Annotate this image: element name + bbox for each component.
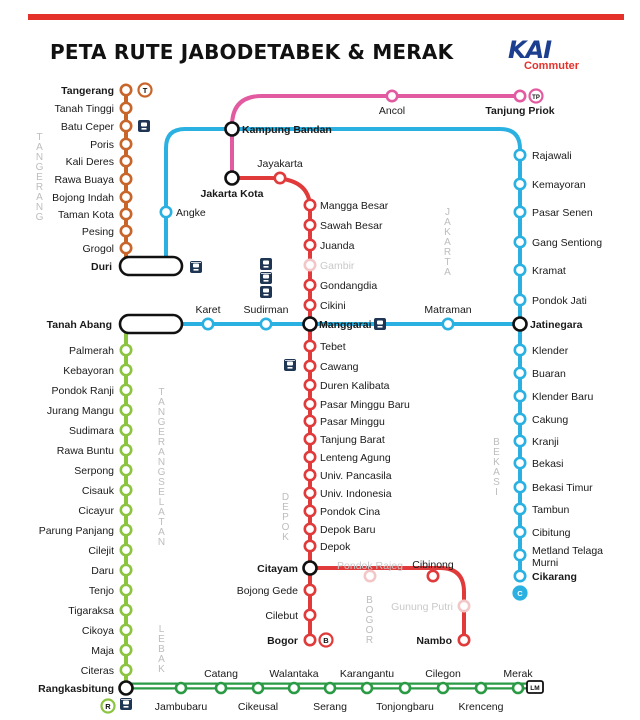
area-label-letter: K	[158, 664, 166, 675]
station-pondok_ranji-marker	[121, 385, 131, 395]
hub-kampung-bandan	[226, 123, 239, 136]
station-label-cibitung: Cibitung	[532, 527, 571, 539]
station-label-cikeusal: Cikeusal	[237, 701, 279, 713]
station-pondok_jati-marker	[515, 295, 525, 305]
station-bekasi_timur-marker	[515, 482, 525, 492]
station-label-metland_2: Murni	[532, 557, 559, 569]
train-icon	[260, 286, 272, 298]
station-label-cawang: Cawang	[320, 361, 359, 373]
area-label-letter: T	[444, 257, 452, 268]
station-matraman-marker	[443, 319, 453, 329]
station-pasar_minggu_baru-marker	[305, 399, 315, 409]
area-label-letter: N	[35, 152, 45, 163]
station-label-matraman: Matraman	[424, 304, 472, 316]
station-grogol-marker	[121, 243, 131, 253]
station-lenteng_agung-marker	[305, 452, 315, 462]
station-label-krenceng: Krenceng	[458, 701, 504, 713]
station-label-pondok_rajeg: Pondok Rajeg	[337, 560, 403, 572]
station-sudimara-marker	[121, 425, 131, 435]
area-label-letter: K	[282, 532, 290, 543]
station-jambubaru-marker	[176, 683, 186, 693]
area-label-jakarta	[444, 207, 452, 278]
station-label-tanjung_priok: Tanjung Priok	[485, 105, 555, 117]
station-label-cikoya: Cikoya	[81, 625, 114, 637]
station-label-daru: Daru	[91, 565, 114, 577]
station-jayakarta-marker	[275, 173, 285, 183]
station-label-karet: Karet	[195, 304, 221, 316]
station-label-rawa_buntu: Rawa Buntu	[56, 445, 114, 457]
station-label-manggarai: Manggarai	[319, 319, 372, 331]
area-label-letter: A	[158, 397, 166, 408]
station-rawa_buaya-marker	[121, 174, 131, 184]
area-label-letter: D	[281, 492, 291, 503]
station-label-tanjung_barat: Tanjung Barat	[320, 434, 385, 446]
station-label-merak: Merak	[503, 668, 533, 680]
station-mangga_besar-marker	[305, 200, 315, 210]
area-label-letter: E	[282, 502, 290, 513]
station-parung_panjang-marker	[121, 525, 131, 535]
area-label-letter: S	[158, 477, 166, 488]
area-label-letter: E	[493, 447, 501, 458]
area-label-letter: N	[157, 537, 167, 548]
area-label-depok	[282, 492, 291, 543]
station-label-bekasi: Bekasi	[532, 458, 564, 470]
station-bogor-marker	[305, 635, 315, 645]
area-label-letter: O	[365, 605, 375, 616]
station-label-ancol: Ancol	[378, 105, 406, 117]
station-label-parung_panjang: Parung Panjang	[38, 525, 114, 537]
station-duren_kalibata-marker	[305, 380, 315, 390]
station-label-mangga_besar: Mangga Besar	[320, 200, 389, 212]
area-label-letter: A	[493, 467, 501, 478]
hub-jatinegara	[514, 318, 527, 331]
station-label-univ_indonesia: Univ. Indonesia	[320, 488, 392, 500]
station-karangantu-marker	[362, 683, 372, 693]
area-label-letter: A	[36, 192, 44, 203]
station-label-kramat: Kramat	[532, 265, 566, 277]
station-pasar_minggu-marker	[305, 416, 315, 426]
area-label-letter: B	[158, 644, 166, 655]
station-label-bojong_gede: Bojong Gede	[236, 585, 298, 597]
station-label-buaran: Buaran	[532, 368, 566, 380]
station-label-pasar_senen: Pasar Senen	[532, 207, 593, 219]
station-label-pondok_ranji: Pondok Ranji	[51, 385, 114, 397]
station-label-gambir: Gambir	[320, 260, 355, 272]
station-tigaraksa-marker	[121, 605, 131, 615]
station-poris-marker	[121, 139, 131, 149]
page-title: PETA RUTE JABODETABEK & MERAK	[50, 40, 454, 64]
area-label-lebak	[158, 624, 166, 675]
station-label-duren_kalibata: Duren Kalibata	[320, 380, 390, 392]
area-label-letter: B	[366, 595, 374, 606]
train-icon	[260, 258, 272, 270]
station-label-metland_1: Metland Telaga	[532, 545, 604, 557]
station-angke-marker	[161, 207, 171, 217]
hub-rangkasbitung	[120, 682, 133, 695]
station-label-serang: Serang	[313, 701, 347, 713]
station-karet-marker	[203, 319, 213, 329]
station-label-rangkasbitung: Rangkasbitung	[38, 683, 114, 695]
logo-main-text: KAI	[508, 36, 552, 64]
area-label-letter: A	[444, 267, 452, 278]
station-pasar_senen-marker	[515, 207, 525, 217]
station-cibinong-marker	[428, 571, 438, 581]
area-label-letter: A	[444, 217, 452, 228]
station-cawang-marker	[305, 361, 315, 371]
train-icon	[374, 318, 386, 330]
station-label-cilegon: Cilegon	[425, 668, 461, 680]
station-label-bogor: Bogor	[267, 635, 298, 647]
station-label-maja: Maja	[91, 645, 114, 657]
station-cilegon-marker	[438, 683, 448, 693]
area-label-letter: O	[365, 625, 375, 636]
station-label-pondok_jati: Pondok Jati	[532, 295, 587, 307]
area-label-letter: A	[158, 507, 166, 518]
station-sawah_besar-marker	[305, 220, 315, 230]
station-kemayoran-marker	[515, 179, 525, 189]
station-label-depok: Depok	[320, 541, 351, 553]
station-depok-marker	[305, 541, 315, 551]
line-badge-text-merak: LM	[530, 685, 540, 692]
station-label-juanda: Juanda	[320, 240, 355, 252]
station-label-cisauk: Cisauk	[81, 485, 114, 497]
station-label-batu_ceper: Batu Ceper	[60, 121, 114, 133]
station-label-lenteng_agung: Lenteng Agung	[320, 452, 391, 464]
station-label-cikini: Cikini	[320, 300, 346, 312]
station-catang-marker	[216, 683, 226, 693]
station-tanah_tinggi-marker	[121, 103, 131, 113]
station-nambo-marker	[459, 635, 469, 645]
station-label-tenjo: Tenjo	[88, 585, 114, 597]
station-juanda-marker	[305, 240, 315, 250]
station-tenjo-marker	[121, 585, 131, 595]
area-label-letter: T	[158, 387, 166, 398]
area-label-letter: E	[158, 634, 166, 645]
station-label-rajawali: Rajawali	[532, 150, 572, 162]
station-label-pasar_minggu_baru: Pasar Minggu Baru	[320, 399, 410, 411]
station-walantaka-marker	[289, 683, 299, 693]
station-label-tonjongbaru: Tonjongbaru	[376, 701, 434, 713]
station-cilebut-marker	[305, 610, 315, 620]
station-label-karangantu: Karangantu	[339, 668, 395, 680]
station-merak-marker	[513, 683, 523, 693]
station-label-cibinong: Cibinong	[412, 559, 454, 571]
hub-duri	[120, 257, 182, 275]
station-label-jatinegara: Jatinegara	[530, 319, 583, 331]
station-klender_baru-marker	[515, 391, 525, 401]
station-label-jakarta_kota: Jakarta Kota	[200, 188, 264, 200]
area-label-letter: I	[495, 487, 499, 498]
station-cicayur-marker	[121, 505, 131, 515]
station-label-citeras: Citeras	[80, 665, 114, 677]
station-label-tambun: Tambun	[532, 504, 570, 516]
station-krenceng-marker	[476, 683, 486, 693]
station-label-tebet: Tebet	[320, 341, 346, 353]
station-cisauk-marker	[121, 485, 131, 495]
station-tanjung_priok-marker	[515, 91, 525, 101]
station-label-tanah_abang: Tanah Abang	[46, 319, 112, 331]
station-label-duri: Duri	[91, 261, 112, 273]
area-label-letter: A	[158, 527, 166, 538]
station-ancol-marker	[387, 91, 397, 101]
station-cikini-marker	[305, 300, 315, 310]
station-label-gang_sentiong: Gang Sentiong	[532, 237, 603, 249]
station-kramat-marker	[515, 265, 525, 275]
station-label-tangerang: Tangerang	[61, 85, 114, 97]
station-label-jambubaru: Jambubaru	[154, 701, 208, 713]
station-tangerang-marker	[121, 85, 131, 95]
area-label-letter: R	[157, 437, 167, 448]
bus-icon	[284, 359, 296, 371]
hub-manggarai	[304, 318, 317, 331]
area-label-letter: J	[445, 207, 451, 218]
area-label-letter: G	[157, 417, 167, 428]
station-label-pasar_minggu: Pasar Minggu	[320, 416, 385, 428]
station-label-serpong: Serpong	[74, 465, 114, 477]
station-kali_deres-marker	[121, 156, 131, 166]
area-label-letter: P	[282, 512, 290, 523]
line-badge-text-rangkasbitung: R	[105, 702, 111, 711]
area-label-letter: G	[157, 467, 167, 478]
line-badge-text-tanjung_priok: TP	[532, 95, 540, 101]
station-tanjung_barat-marker	[305, 434, 315, 444]
station-rawa_buntu-marker	[121, 445, 131, 455]
line-badge-text-tangerang: T	[142, 86, 148, 95]
area-label-letter: N	[35, 202, 45, 213]
station-bojong_gede-marker	[305, 585, 315, 595]
station-tebet-marker	[305, 341, 315, 351]
bus-icon	[120, 698, 132, 710]
station-metland-marker	[515, 550, 525, 560]
station-label-gondangdia: Gondangdia	[320, 280, 378, 292]
station-label-sawah_besar: Sawah Besar	[320, 220, 383, 232]
station-depok_baru-marker	[305, 524, 315, 534]
line-badge-text-bogor: B	[323, 636, 329, 645]
station-label-kampung_bandan: Kampung Bandan	[242, 124, 332, 136]
area-label-letter: A	[36, 142, 44, 153]
station-label-cilebut: Cilebut	[265, 610, 298, 622]
train-icon	[138, 120, 150, 132]
station-label-klender: Klender	[532, 345, 569, 357]
station-label-kali_deres: Kali Deres	[65, 156, 114, 168]
station-klender-marker	[515, 345, 525, 355]
area-label-letter: L	[158, 624, 166, 635]
station-serang-marker	[325, 683, 335, 693]
bus-icon	[260, 272, 272, 284]
area-label-letter: K	[493, 457, 501, 468]
area-label-letter: G	[365, 615, 375, 626]
station-buaran-marker	[515, 368, 525, 378]
hub-citayam	[304, 562, 317, 575]
station-gunung_putri-marker	[459, 601, 469, 611]
station-label-kemayoran: Kemayoran	[532, 179, 586, 191]
station-citeras-marker	[121, 665, 131, 675]
area-label-letter: S	[493, 477, 501, 488]
station-tonjongbaru-marker	[400, 683, 410, 693]
area-label-letter: E	[158, 487, 166, 498]
area-label-tangerang	[36, 132, 45, 223]
station-label-taman_kota: Taman Kota	[57, 209, 114, 221]
station-label-tanah_tinggi: Tanah Tinggi	[54, 103, 114, 115]
area-label-letter: R	[443, 247, 453, 258]
station-label-angke: Angke	[176, 207, 206, 219]
station-label-pesing: Pesing	[81, 226, 114, 238]
area-label-letter: K	[444, 227, 452, 238]
station-univ_pancasila-marker	[305, 470, 315, 480]
area-label-tangerang_selatan	[158, 387, 167, 548]
area-label-letter: E	[158, 427, 166, 438]
station-cikoya-marker	[121, 625, 131, 635]
station-bekasi-marker	[515, 458, 525, 468]
station-daru-marker	[121, 565, 131, 575]
station-maja-marker	[121, 645, 131, 655]
station-cilejit-marker	[121, 545, 131, 555]
station-bojong_indah-marker	[121, 192, 131, 202]
station-label-kranji: Kranji	[532, 436, 559, 448]
area-label-letter: G	[35, 212, 45, 223]
station-label-bekasi_timur: Bekasi Timur	[532, 482, 593, 494]
station-cikeusal-marker	[253, 683, 263, 693]
bus-icon	[190, 261, 202, 273]
station-label-tigaraksa: Tigaraksa	[68, 605, 114, 617]
area-label-letter: B	[493, 437, 501, 448]
station-tambun-marker	[515, 504, 525, 514]
station-label-palmerah: Palmerah	[69, 345, 114, 357]
station-rajawali-marker	[515, 150, 525, 160]
station-label-sudimara: Sudimara	[69, 425, 114, 437]
station-label-rawa_buaya: Rawa Buaya	[54, 174, 114, 186]
station-label-depok_baru: Depok Baru	[320, 524, 376, 536]
area-label-letter: R	[35, 182, 45, 193]
station-serpong-marker	[121, 465, 131, 475]
station-pondok_rajeg-marker	[365, 571, 375, 581]
area-label-bekasi	[493, 437, 501, 498]
area-label-letter: E	[36, 172, 44, 183]
station-pondok_cina-marker	[305, 506, 315, 516]
station-label-bojong_indah: Bojong Indah	[52, 192, 114, 204]
station-palmerah-marker	[121, 345, 131, 355]
station-label-cakung: Cakung	[532, 414, 569, 426]
station-sudirman-marker	[261, 319, 271, 329]
station-label-sudirman: Sudirman	[243, 304, 289, 316]
station-label-cilejit: Cilejit	[88, 545, 114, 557]
area-label-bogor	[366, 595, 375, 646]
station-gondangdia-marker	[305, 280, 315, 290]
station-gambir-marker	[305, 260, 315, 270]
area-label-letter: A	[158, 447, 166, 458]
station-label-grogol: Grogol	[82, 243, 114, 255]
station-label-cicayur: Cicayur	[78, 505, 114, 517]
station-cakung-marker	[515, 414, 525, 424]
station-label-citayam: Citayam	[257, 563, 298, 575]
station-label-jurang_mangu: Jurang Mangu	[46, 405, 114, 417]
station-jurang_mangu-marker	[121, 405, 131, 415]
station-cibitung-marker	[515, 527, 525, 537]
station-kebayoran-marker	[121, 365, 131, 375]
station-label-walantaka: Walantaka	[269, 668, 319, 680]
station-taman_kota-marker	[121, 209, 131, 219]
area-label-letter: G	[35, 162, 45, 173]
station-label-kebayoran: Kebayoran	[63, 365, 114, 377]
station-cikarang-marker	[515, 571, 525, 581]
area-label-letter: O	[281, 522, 291, 533]
area-label-letter: L	[158, 497, 166, 508]
area-label-letter: R	[365, 635, 375, 646]
station-batu_ceper-marker	[121, 121, 131, 131]
station-label-gunung_putri: Gunung Putri	[391, 601, 453, 613]
line-badge-text-cikarang: C	[517, 589, 523, 598]
area-label-letter: T	[36, 132, 44, 143]
area-label-letter: N	[157, 457, 167, 468]
station-kranji-marker	[515, 436, 525, 446]
station-label-catang: Catang	[204, 668, 238, 680]
station-gang_sentiong-marker	[515, 237, 525, 247]
station-label-klender_baru: Klender Baru	[532, 391, 594, 403]
area-label-letter: T	[158, 517, 166, 528]
station-label-pondok_cina: Pondok Cina	[320, 506, 381, 518]
station-label-jayakarta: Jayakarta	[257, 158, 303, 170]
logo-sub-text: Commuter	[524, 60, 580, 72]
station-label-poris: Poris	[90, 139, 114, 151]
station-label-univ_pancasila: Univ. Pancasila	[320, 470, 392, 482]
hub-jakarta-kota	[226, 172, 239, 185]
area-label-letter: N	[157, 407, 167, 418]
area-label-letter: A	[444, 237, 452, 248]
station-label-nambo: Nambo	[416, 635, 452, 647]
station-univ_indonesia-marker	[305, 488, 315, 498]
station-label-cikarang: Cikarang	[532, 571, 577, 583]
area-label-letter: A	[158, 654, 166, 665]
hub-tanah-abang	[120, 315, 182, 333]
station-pesing-marker	[121, 226, 131, 236]
